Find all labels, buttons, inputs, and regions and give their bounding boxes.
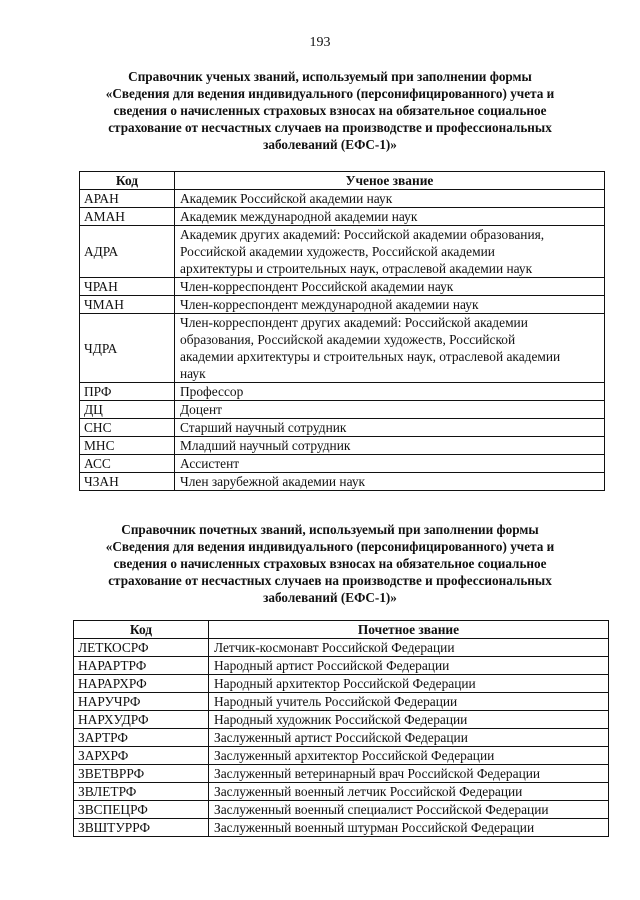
code-cell: АРАН: [80, 190, 175, 208]
honorary-titles-table: [73, 620, 609, 837]
title-cell: [175, 278, 605, 296]
title-cell: Заслуженный военный штурман Российской Федерации: [209, 819, 609, 837]
heading-line: сведения о начисленных страховых взносах на обязательное социальное: [113, 556, 547, 571]
table-row: [74, 693, 609, 711]
code-cell: АСС: [80, 455, 175, 473]
code-cell: АМАН: [80, 208, 175, 226]
academic-titles-body: [80, 190, 605, 491]
academic-titles-heading: [70, 68, 590, 153]
title-line: Академик международной академии наук: [180, 209, 418, 224]
title-cell: [175, 473, 605, 491]
title-cell: Народный художник Российской Федерации: [209, 711, 609, 729]
title-line: академии архитектуры и строительных наук, отраслевой академии: [180, 349, 561, 364]
title-line: Доцент: [180, 402, 222, 417]
table-row: [80, 226, 605, 278]
code-cell: ДЦ: [80, 401, 175, 419]
code-cell: ЗВЕТВРРФ: [74, 765, 209, 783]
title-line: Профессор: [180, 384, 244, 399]
code-cell: АДРА: [80, 226, 175, 278]
title-cell: [175, 383, 605, 401]
heading-line: заболеваний (ЕФС-1)»: [263, 590, 397, 605]
title-column-header: Ученое звание: [175, 172, 605, 190]
title-line: Ассистент: [180, 456, 240, 471]
code-cell: МНС: [80, 437, 175, 455]
title-cell: [175, 314, 605, 383]
title-line: наук: [180, 366, 206, 381]
title-cell: [175, 190, 605, 208]
table-header-row: [74, 621, 609, 639]
code-cell: ЧДРА: [80, 314, 175, 383]
title-line: Академик Российской академии наук: [180, 191, 393, 206]
code-cell: СНС: [80, 419, 175, 437]
title-cell: [175, 296, 605, 314]
title-cell: Заслуженный архитектор Российской Федерации: [209, 747, 609, 765]
title-cell: [175, 455, 605, 473]
code-cell: ЗВШТУРРФ: [74, 819, 209, 837]
title-cell: [175, 226, 605, 278]
title-line: Младший научный сотрудник: [180, 438, 351, 453]
title-line: архитектуры и строительных наук, отраслевой академии наук: [180, 261, 533, 276]
table-row: [80, 401, 605, 419]
table-row: [74, 675, 609, 693]
table-row: [80, 455, 605, 473]
table-row: [74, 765, 609, 783]
table-row: [80, 278, 605, 296]
table-row: [80, 190, 605, 208]
code-cell: ЧЗАН: [80, 473, 175, 491]
heading-line: страхование от несчастных случаев на производстве и профессиональных: [108, 573, 552, 588]
title-line: Академик других академий: Российской академии образования,: [180, 227, 545, 242]
title-column-header: Почетное звание: [209, 621, 609, 639]
table-row: [74, 801, 609, 819]
title-line: Член зарубежной академии наук: [180, 474, 366, 489]
code-cell: ЗАРТРФ: [74, 729, 209, 747]
table-header-row: [80, 172, 605, 190]
code-cell: ПРФ: [80, 383, 175, 401]
heading-line: заболеваний (ЕФС-1)»: [263, 137, 397, 152]
heading-line: «Сведения для ведения индивидуального (персонифицированного) учета и: [105, 86, 555, 101]
code-cell: ЧМАН: [80, 296, 175, 314]
heading-line: сведения о начисленных страховых взносах на обязательное социальное: [113, 103, 547, 118]
code-column-header: Код: [74, 621, 209, 639]
code-cell: НАРХУДРФ: [74, 711, 209, 729]
table-row: [74, 747, 609, 765]
code-cell: ЗВЛЕТРФ: [74, 783, 209, 801]
table-row: [74, 783, 609, 801]
heading-line: «Сведения для ведения индивидуального (персонифицированного) учета и: [105, 539, 555, 554]
title-cell: [175, 419, 605, 437]
title-cell: [175, 401, 605, 419]
code-cell: НАРАРХРФ: [74, 675, 209, 693]
table-row: [74, 657, 609, 675]
table-row: [74, 711, 609, 729]
title-cell: [175, 208, 605, 226]
page-number: 193: [309, 35, 331, 50]
title-cell: Народный архитектор Российской Федерации: [209, 675, 609, 693]
table-row: [80, 437, 605, 455]
table-row: [80, 473, 605, 491]
title-cell: Заслуженный артист Российской Федерации: [209, 729, 609, 747]
code-cell: ЛЕТКОСРФ: [74, 639, 209, 657]
code-column-header: Код: [80, 172, 175, 190]
heading-line: Справочник почетных званий, используемый при заполнении формы: [121, 522, 539, 537]
honorary-titles-heading: [70, 521, 590, 606]
title-line: Российской академии художеств, Российской академии: [180, 244, 495, 259]
title-cell: [175, 437, 605, 455]
table-row: [80, 419, 605, 437]
code-cell: НАРАРТРФ: [74, 657, 209, 675]
title-cell: Народный артист Российской Федерации: [209, 657, 609, 675]
table-row: [74, 639, 609, 657]
title-line: Член-корреспондент других академий: Российской академии: [180, 315, 528, 330]
title-cell: Заслуженный ветеринарный врач Российской Федерации: [209, 765, 609, 783]
title-cell: Заслуженный военный летчик Российской Федерации: [209, 783, 609, 801]
title-line: Старший научный сотрудник: [180, 420, 347, 435]
title-line: образования, Российской академии художеств, Российской: [180, 332, 516, 347]
title-cell: Заслуженный военный специалист Российской Федерации: [209, 801, 609, 819]
table-row: [80, 314, 605, 383]
title-line: Член-корреспондент Российской академии наук: [180, 279, 454, 294]
code-cell: ЗВСПЕЦРФ: [74, 801, 209, 819]
academic-titles-table: [79, 171, 605, 491]
table-row: [74, 729, 609, 747]
title-cell: Народный учитель Российской Федерации: [209, 693, 609, 711]
table-row: [80, 383, 605, 401]
code-cell: ЗАРХРФ: [74, 747, 209, 765]
table-row: [74, 819, 609, 837]
heading-line: Справочник ученых званий, используемый при заполнении формы: [128, 69, 532, 84]
code-cell: НАРУЧРФ: [74, 693, 209, 711]
title-line: Член-корреспондент международной академии наук: [180, 297, 479, 312]
honorary-titles-body: [74, 639, 609, 837]
title-cell: Летчик-космонавт Российской Федерации: [209, 639, 609, 657]
table-row: [80, 208, 605, 226]
heading-line: страхование от несчастных случаев на производстве и профессиональных: [108, 120, 552, 135]
table-row: [80, 296, 605, 314]
code-cell: ЧРАН: [80, 278, 175, 296]
